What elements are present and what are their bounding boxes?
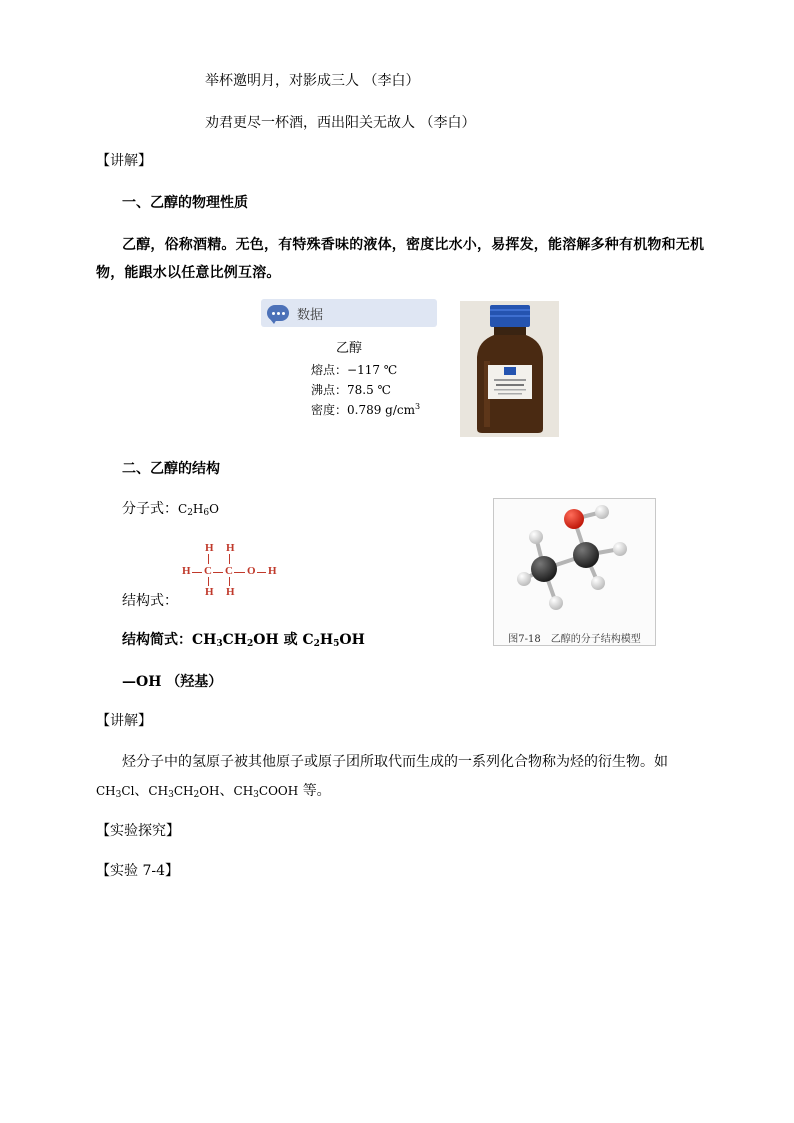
- atom-h: H: [205, 542, 214, 554]
- structural-formula-diagram: [180, 540, 280, 600]
- ethanol-data-card: [261, 299, 437, 419]
- atom-h: H: [226, 542, 235, 554]
- experiment-number: 【实验 7-4】: [96, 863, 179, 879]
- data-card-title: 数据: [297, 308, 324, 323]
- hydroxyl-label: （羟基）: [166, 674, 223, 690]
- atom-c: C: [225, 565, 233, 577]
- lecture-label-1: 【讲解】: [96, 153, 152, 169]
- model-caption: 图7-18 乙醇的分子结构模型: [508, 634, 641, 645]
- ball-and-stick-model-icon: [494, 499, 655, 627]
- melting-point-label: 熔点：: [311, 363, 348, 377]
- poem-line-2: 劝君更尽一杯酒，西出阳关无故人 （李白）: [205, 115, 476, 131]
- atom-c: C: [204, 565, 212, 577]
- atom-h: H: [268, 565, 277, 577]
- boiling-point-row: [311, 381, 391, 398]
- hydroxyl-group: —OH （羟基）: [122, 674, 223, 690]
- example-separator: 、: [134, 783, 149, 799]
- density-row: [311, 401, 420, 418]
- ethanol-molecular-model: [493, 498, 656, 646]
- heading-physical-properties: 一、乙醇的物理性质: [122, 195, 248, 211]
- physical-properties-paragraph: 乙醇，俗称酒精。无色，有特殊香味的液体，密度比水小，易挥发，能溶解多种有机物和无机物，能跟水以任意比例互溶。: [96, 237, 705, 281]
- derivative-definition-text: 烃分子中的氢原子被其他原子或原子团所取代而生成的一系列化合物称为烃的衍生物。如: [122, 754, 668, 770]
- chat-bubble-icon: [267, 305, 289, 321]
- experiment-label: 【实验探究】: [96, 823, 180, 839]
- atom-h: H: [226, 586, 235, 598]
- boiling-point-label: 沸点：: [311, 383, 348, 397]
- simplified-formula-label: 结构简式：: [122, 632, 192, 648]
- data-card-header: [261, 299, 437, 327]
- atom-h: H: [182, 565, 191, 577]
- density-value: 0.789 g/cm: [347, 403, 416, 417]
- lecture-label-2: 【讲解】: [96, 713, 152, 729]
- structural-formula-label: 结构式：: [122, 593, 178, 609]
- melting-point-value: −117 ℃: [347, 363, 398, 377]
- atom-h: H: [205, 586, 214, 598]
- simplified-formula: 结构简式：$CH_3CH_2OH$ 或 $C_2H_5OH$: [122, 632, 365, 649]
- ethanol-bottle-photo: [460, 301, 559, 437]
- derivative-paragraph: 烃分子中的氢原子被其他原子或原子团所取代而生成的一系列化合物称为烃的衍生物。如$CH_3Cl$、$CH_3CH_2OH$、$CH_3COOH$ 等。: [96, 754, 668, 800]
- melting-point-row: [311, 361, 397, 378]
- data-card-substance: 乙醇: [335, 341, 362, 356]
- poem-line-1: 举杯邀明月，对影成三人 （李白）: [205, 73, 420, 89]
- atom-o: O: [247, 565, 256, 577]
- example-separator: 、: [219, 783, 234, 799]
- example-tail: 等。: [302, 783, 331, 799]
- heading-structure: 二、乙醇的结构: [122, 461, 220, 477]
- density-label: 密度：: [311, 403, 348, 417]
- reagent-bottle-icon: [460, 301, 559, 437]
- molecular-formula-label: 分子式：: [122, 501, 178, 517]
- boiling-point-value: 78.5 ℃: [347, 383, 391, 397]
- molecular-formula: 分子式：$C_2H_6O$: [122, 501, 219, 518]
- density-unit-exponent: 3: [415, 402, 421, 411]
